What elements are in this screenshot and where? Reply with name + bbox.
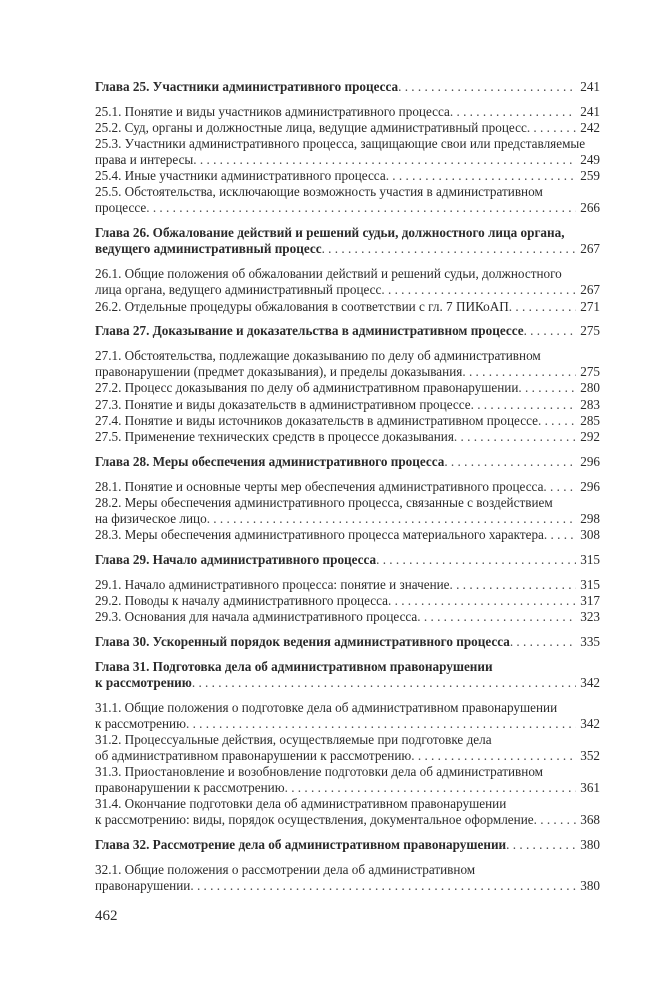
page-number: 462 [95, 908, 118, 924]
toc-entry-line [95, 79, 600, 95]
dot-leader [538, 413, 576, 429]
toc-page-number: 241 [580, 79, 600, 94]
toc-entry-title: 25.2. Суд, органы и должностные лица, ведущие административный процесс [95, 119, 527, 135]
toc-entry-line [95, 282, 600, 298]
dot-leader [285, 780, 577, 796]
toc-section-entry [95, 764, 600, 796]
toc-page-number: 361 [580, 780, 600, 796]
toc-entry-title: Глава 28. Меры обеспечения административного процесса [95, 453, 445, 469]
toc-page-number: 352 [580, 747, 600, 763]
toc-section-entry [95, 495, 600, 527]
toc-entry-line [95, 527, 600, 543]
toc-section-entry [95, 380, 600, 396]
dot-leader [376, 552, 576, 568]
toc-entry-line [95, 136, 600, 152]
toc-entry-title: 31.4. Окончание подготовки дела об административном правонарушении [95, 796, 507, 812]
toc-entry-line [95, 837, 600, 853]
dot-leader [386, 168, 577, 184]
toc-entry-title: процессе [95, 200, 147, 216]
toc-entry-line [95, 764, 600, 780]
toc-entry-title: 28.1. Понятие и основные черты мер обеспечения административного процесса [95, 478, 544, 494]
toc-page-number: 267 [580, 282, 600, 298]
toc-chapter-entry [95, 659, 600, 691]
toc-page-number: 296 [580, 478, 600, 494]
toc-section-entry [95, 397, 600, 413]
dot-leader [186, 716, 576, 732]
toc-chapter-entry [95, 837, 600, 853]
toc-entry-line [95, 748, 600, 764]
toc-entry-line [95, 552, 600, 568]
toc-entry-line [95, 168, 600, 184]
toc-section-entry [95, 862, 600, 894]
dot-leader [454, 429, 576, 445]
toc-entry-line [95, 429, 600, 445]
toc-entry-title: 29.1. Начало административного процесса: понятие и значение [95, 576, 450, 592]
toc-entry-title: 27.1. Обстоятельства, подлежащие доказыванию по делу об административном [95, 348, 541, 364]
toc-entry-line [95, 120, 600, 136]
toc-section-entry [95, 609, 600, 625]
toc-entry-line [95, 104, 600, 120]
toc-entry-title: 27.2. Процесс доказывания по делу об административном правонарушении [95, 380, 519, 396]
toc-section-entry [95, 796, 600, 828]
toc-entry-title: 25.4. Иные участники административного процесса [95, 168, 386, 184]
toc-section-entry [95, 593, 600, 609]
toc-entry-title: Глава 31. Подготовка дела об административном правонарушении [95, 658, 493, 674]
toc-page-number: 275 [580, 364, 600, 380]
toc-entry-line [95, 454, 600, 470]
dot-leader [510, 634, 576, 650]
toc-section-entry [95, 168, 600, 184]
toc-chapter-entry [95, 634, 600, 650]
toc-entry-title: к рассмотрению: виды, порядок осуществления, документальное оформление [95, 812, 534, 828]
toc-entry-line [95, 609, 600, 625]
toc-entry-line [95, 862, 600, 878]
toc-entry-line [95, 348, 600, 364]
toc-entry-line [95, 479, 600, 495]
toc-entry-title: 29.2. Поводы к началу административного процесса [95, 592, 389, 608]
toc-entry-title: ведущего административный процесс [95, 241, 322, 257]
dot-leader [388, 593, 576, 609]
toc-page-number: 267 [580, 241, 600, 257]
toc-section-entry [95, 577, 600, 593]
toc-section-entry [95, 104, 600, 120]
toc-entry-line [95, 380, 600, 396]
toc-page-number: 308 [580, 526, 600, 542]
toc-entry-title: лица органа, ведущего административный процесс [95, 282, 382, 298]
toc-entry-title: 29.3. Основания для начала административного процесса [95, 608, 418, 624]
toc-section-entry [95, 184, 600, 216]
toc-page-number: 285 [580, 412, 600, 428]
toc-page-number: 342 [580, 674, 600, 690]
toc-page-number: 380 [580, 878, 600, 894]
dot-leader [462, 364, 576, 380]
toc-entry-title: 26.1. Общие положения об обжаловании действий и решений судьи, должностного [95, 266, 562, 282]
toc-section-entry [95, 479, 600, 495]
dot-leader [322, 241, 577, 257]
toc-chapter-entry [95, 454, 600, 470]
toc-entry-line [95, 184, 600, 200]
toc-section-entry [95, 413, 600, 429]
toc-entry-line [95, 812, 600, 828]
toc-section-entry [95, 120, 600, 136]
toc-section-entry [95, 136, 600, 168]
toc-entry-line [95, 266, 600, 282]
toc-section-entry [95, 527, 600, 543]
toc-entry-title: 25.1. Понятие и виды участников административного процесса [95, 103, 450, 119]
toc-page-number: 271 [580, 298, 600, 314]
toc-chapter-entry [95, 323, 600, 339]
toc-page-number: 298 [580, 510, 600, 526]
dot-leader [411, 748, 576, 764]
dot-leader [146, 200, 576, 216]
toc-entry-title: 27.5. Применение технических средств в процессе доказывания [95, 428, 454, 444]
toc-entry-title: об административном правонарушении к рассмотрению [95, 747, 412, 763]
dot-leader [190, 878, 576, 894]
toc-entry-line [95, 495, 600, 511]
toc-section-entry [95, 429, 600, 445]
toc-entry-line [95, 241, 600, 257]
toc-entry-line [95, 397, 600, 413]
toc-entry-title: на физическое лицо [95, 510, 207, 526]
toc-entry-line [95, 732, 600, 748]
toc-entry-line [95, 634, 600, 650]
toc-entry-title: к рассмотрению [95, 674, 192, 690]
toc-page-number: 315 [580, 551, 600, 567]
toc-entry-title: 27.4. Понятие и виды источников доказательств в административном процессе [95, 412, 538, 428]
toc-page-number: 368 [580, 812, 600, 828]
toc-page-number: 259 [580, 168, 600, 184]
toc-page-number: 380 [580, 837, 600, 853]
toc-entry-title: Глава 26. Обжалование действий и решений судьи, должностного лица органа, [95, 225, 565, 241]
toc-entry-title: 31.2. Процессуальные действия, осуществляемые при подготовке дела [95, 731, 492, 747]
dot-leader [417, 609, 576, 625]
toc-chapter-entry [95, 225, 600, 257]
toc-page-number: 317 [580, 592, 600, 608]
dot-leader [471, 397, 577, 413]
toc-entry-title: Глава 27. Доказывание и доказательства в административном процессе [95, 323, 524, 339]
toc-entry-title: 28.3. Меры обеспечения административного процесса материального характера [95, 526, 544, 542]
dot-leader [527, 120, 576, 136]
toc-entry-line [95, 675, 600, 691]
toc-entry-line [95, 152, 600, 168]
toc-page-number: 292 [580, 428, 600, 444]
dot-leader [534, 812, 577, 828]
toc-page-number: 283 [580, 396, 600, 412]
dot-leader [444, 454, 576, 470]
toc-entry-line [95, 511, 600, 527]
toc-entry-line [95, 577, 600, 593]
toc-entry-line [95, 780, 600, 796]
dot-leader [450, 577, 577, 593]
toc-entry-title: Глава 30. Ускоренный порядок ведения административного процесса [95, 633, 510, 649]
toc-entry-line [95, 364, 600, 380]
toc-section-entry [95, 266, 600, 298]
toc-page-number: 275 [580, 323, 600, 339]
dot-leader [524, 323, 577, 339]
dot-leader [543, 479, 576, 495]
toc-page-number: 335 [580, 633, 600, 649]
toc-entry-title: Глава 25. Участники административного процесса [95, 79, 399, 94]
toc-page-number: 266 [580, 200, 600, 216]
dot-leader [193, 152, 576, 168]
toc-entry-title: 25.3. Участники административного процесса, защищающие свои или представляемые [95, 136, 586, 152]
toc-entry-line [95, 299, 600, 315]
toc-entry-line [95, 796, 600, 812]
dot-leader [398, 79, 576, 95]
toc-entry-title: 31.1. Общие положения о подготовке дела об административном правонарушении [95, 699, 558, 715]
dot-leader [509, 299, 576, 315]
dot-leader [506, 837, 576, 853]
toc-entry-line [95, 878, 600, 894]
toc-entry-line [95, 593, 600, 609]
toc-page-number: 249 [580, 152, 600, 168]
toc-entry-line [95, 200, 600, 216]
toc-entry-title: Глава 29. Начало административного процесса [95, 551, 377, 567]
toc-page-number: 342 [580, 715, 600, 731]
toc-entry-line [95, 225, 600, 241]
dot-leader [544, 527, 576, 543]
toc-page-number: 242 [580, 119, 600, 135]
toc-entry-title: 26.2. Отдельные процедуры обжалования в соответствии с гл. 7 ПИКоАП [95, 298, 509, 314]
toc-page-number: 323 [580, 608, 600, 624]
toc-section-entry [95, 348, 600, 380]
toc-entry-title: к рассмотрению [95, 715, 186, 731]
table-of-contents [95, 79, 600, 894]
toc-entry-title: Глава 32. Рассмотрение дела об административном правонарушении [95, 837, 507, 853]
toc-entry-title: 28.2. Меры обеспечения административного процесса, связанные с воздействием [95, 494, 553, 510]
dot-leader [450, 104, 576, 120]
toc-entry-line [95, 700, 600, 716]
toc-section-entry [95, 299, 600, 315]
toc-entry-line [95, 323, 600, 339]
toc-entry-title: 32.1. Общие положения о рассмотрении дела об административном [95, 862, 476, 877]
toc-entry-title: 27.3. Понятие и виды доказательств в административном процессе [95, 396, 471, 412]
dot-leader [518, 380, 576, 396]
toc-chapter-entry [95, 552, 600, 568]
toc-entry-title: права и интересы [95, 152, 194, 168]
toc-section-entry [95, 700, 600, 732]
toc-entry-title: 25.5. Обстоятельства, исключающие возможность участия в административном [95, 184, 543, 200]
toc-entry-title: правонарушении (предмет доказывания), и пределы доказывания [95, 364, 463, 380]
dot-leader [381, 282, 576, 298]
toc-entry-title: правонарушении к рассмотрению [95, 780, 285, 796]
toc-page-number: 280 [580, 380, 600, 396]
toc-entry-line [95, 716, 600, 732]
toc-page-number: 241 [580, 103, 600, 119]
dot-leader [192, 675, 576, 691]
toc-entry-title: правонарушении [95, 878, 191, 894]
toc-page-number: 315 [580, 576, 600, 592]
toc-entry-title: 31.3. Приостановление и возобновление подготовки дела об административном [95, 763, 544, 779]
toc-page-number: 296 [580, 453, 600, 469]
toc-entry-line [95, 659, 600, 675]
toc-section-entry [95, 732, 600, 764]
dot-leader [207, 511, 577, 527]
toc-entry-line [95, 413, 600, 429]
toc-chapter-entry [95, 79, 600, 95]
